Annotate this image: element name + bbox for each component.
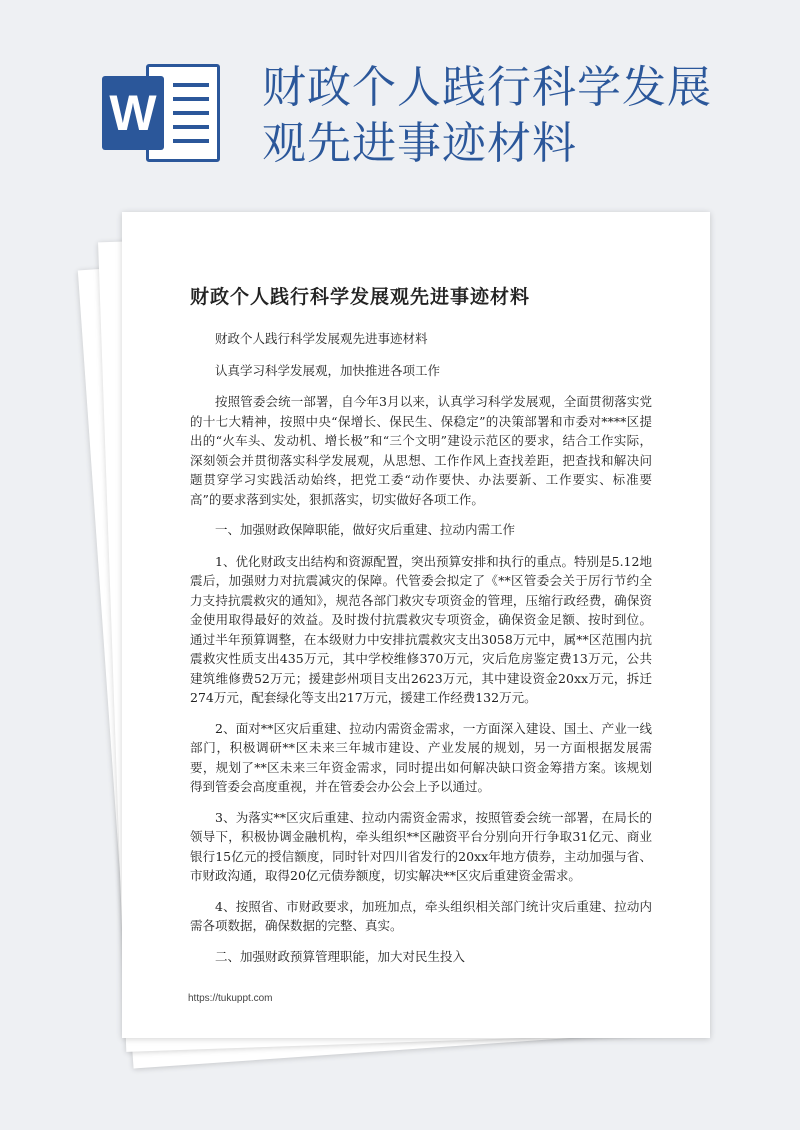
paragraph-subtitle: 财政个人践行科学发展观先进事迹材料 (215, 331, 428, 346)
word-icon-letter: W (102, 76, 164, 150)
document-heading: 财政个人践行科学发展观先进事迹材料 (190, 286, 531, 308)
paragraph-item-4: 4、按照省、市财政要求，加班加点，牵头组织相关部门统计灾后重建、拉动内需各项数据，确保数据的完整、真实。 (190, 898, 652, 933)
word-document-icon (102, 62, 220, 164)
paragraph-theme: 认真学习科学发展观，加快推进各项工作 (215, 362, 441, 378)
banner-header (0, 0, 800, 200)
paragraph-item-3: 3、为落实**区灾后重建、拉动内需资金需求，按照管委会统一部署，在局长的领导下，积极协调金融机构，牵头组织**区融资平台分别向开行争取31亿元、商业银行15亿元的授信额度，同时针对四川省发行的20xx年地方债券，主动加强与省、市财政沟通，取得20亿元债券额度，切实解决**区灾后重建资金需求。 (190, 809, 652, 883)
paragraph-item-1: 1、优化财政支出结构和资源配置，突出预算安排和执行的重点。特别是5.12地震后，加强财力对抗震减灾的保障。代管委会拟定了《**区管委会关于厉行节约全力支持抗震救灾的通知》，规范各部门救灾专项资金的管理，压缩行政经费，确保资金使用取得最好的效益。及时拨付抗震救灾专项资金，确保资金足额、按时到位。通过半年预算调整，在本级财力中安排抗震救灾支出3058万元中，属**区范围内抗震救灾性质支出435万元，其中学校维修370万元，灾后危房鉴定费13万元，公共建筑维修费52万元；援建彭州项目支出2623万元，其中建设资金20xx万元，拆迁274万元，配套绿化等支出217万元，援建工作经费132万元。 (190, 553, 652, 705)
section-heading-1: 一、加强财政保障职能，做好灾后重建、拉动内需工作 (215, 522, 516, 537)
paragraph-item-2: 2、面对**区灾后重建、拉动内需资金需求，一方面深入建设、国土、产业一线部门，积极调研**区未来三年城市建设、产业发展的规划，另一方面根据发展需要，规划了**区未来三年资金需求，同时提出如何解决缺口资金筹措方案。该规划得到管委会高度重视，并在管委会办公会上予以通过。 (190, 720, 652, 794)
footer-url: https://tukuppt.com (188, 993, 273, 1004)
banner-title: 财政个人践行科学发展观先进事迹材料 (262, 62, 712, 169)
paragraph-intro: 按照管委会统一部署，自今年3月以来，认真学习科学发展观，全面贯彻落实党的十七大精神，按照中央“保增长、保民生、保稳定”的决策部署和市委对****区提出的“火车头、发动机、增长极”和“三个文明”建设示范区的要求，结合工作实际，深刻领会并贯彻落实科学发展观，从思想、工作作风上查找差距，把查找和解决问题贯穿学习实践活动始终，把党工委“动作要快、办法要新、工作要实、标准要高”的要求落到实处，狠抓落实，切实做好各项工作。 (190, 394, 652, 507)
document-body (190, 282, 652, 978)
section-heading-2: 二、加强财政预算管理职能，加大对民生投入 (215, 948, 466, 964)
